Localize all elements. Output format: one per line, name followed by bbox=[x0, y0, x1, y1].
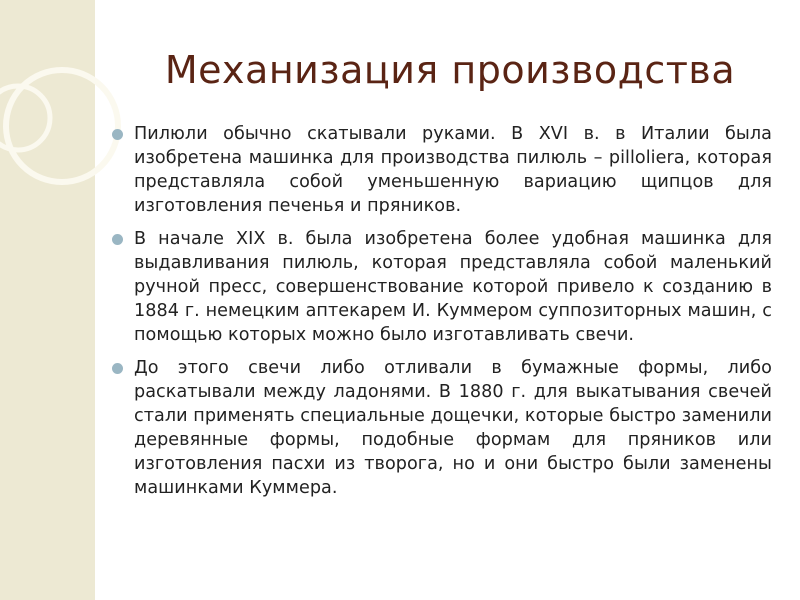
bullet-item bbox=[112, 122, 772, 218]
bullet-dot-icon bbox=[112, 129, 123, 140]
bullet-dot-icon bbox=[112, 363, 123, 374]
bullet-text: В начале XIX в. была изобретена более удобная машинка для выдавливания пилюль, которая представляла собой маленький ручной пресс, совершенствование которой привело к созданию в 1884 г. немецким аптекарем И. Куммером суппозиторных машин, с помощью которых можно было изготавливать свечи. bbox=[134, 229, 772, 345]
bullet-text: До этого свечи либо отливали в бумажные формы, либо раскатывали между ладонями. В 1880 г. для выкатывания свечей стали применять специальные дощечки, которые быстро заменили деревянные формы, подобные формам для пряников или изготовления пасхи из творога, но и они быстро были заменены машинками Куммера. bbox=[134, 358, 772, 498]
slide-title: Механизация производства bbox=[164, 48, 736, 92]
bullet-list bbox=[112, 122, 772, 509]
bullet-text: Пилюли обычно скатывали руками. В XVI в. в Италии была изобретена машинка для производства пилюль – pilloliera, которая представляла собой уменьшенную вариацию щипцов для изготовления печенья и пряников. bbox=[134, 124, 772, 216]
bullet-item bbox=[112, 356, 772, 500]
bullet-dot-icon bbox=[112, 234, 123, 245]
bullet-item bbox=[112, 227, 772, 347]
